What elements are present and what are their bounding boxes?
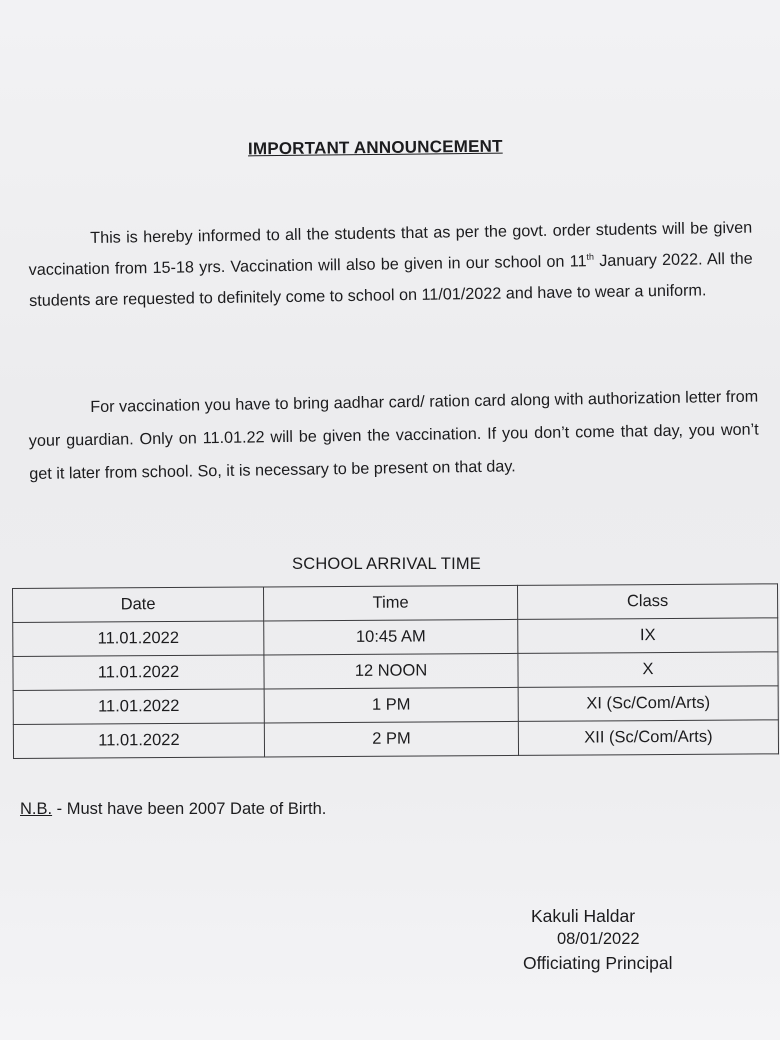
note-birth-year: [20, 800, 326, 819]
cell-date: 11.01.2022: [13, 621, 264, 657]
signatory-role: Officiating Principal: [523, 953, 673, 973]
announcement-title: IMPORTANT ANNOUNCEMENT: [247, 136, 503, 159]
table-row: [13, 618, 778, 657]
table-row: [13, 720, 778, 759]
cell-time: 2 PM: [264, 721, 518, 757]
paragraph-vaccination-info: [28, 213, 753, 317]
cell-class: XI (Sc/Com/Arts): [518, 686, 778, 722]
schedule-title: SCHOOL ARRIVAL TIME: [292, 555, 482, 573]
cell-date: 11.01.2022: [13, 689, 264, 725]
signatory-name: Kakuli Haldar: [531, 906, 636, 926]
paragraph-2-text: For vaccination you have to bring aadhar card/ ration card along with authorization letter from your guardian. Only on 11.01.22 will be given the vaccination. If you don’t come that day, you won’t get it later from school. So, it is necessary to be present on that day.: [28, 387, 759, 483]
header-date: Date: [13, 587, 264, 623]
paragraph-documents-info: [28, 381, 759, 491]
signature-date: 08/01/2022: [557, 930, 640, 948]
table-header-row: [13, 584, 778, 623]
table-row: [13, 686, 778, 725]
cell-class: XII (Sc/Com/Arts): [518, 720, 778, 756]
cell-time: 1 PM: [264, 687, 518, 723]
cell-time: 10:45 AM: [264, 619, 518, 655]
paragraph-1-part-a: This is hereby informed to all the students that as per the govt. order students will be given vaccination from 15-18 yrs. Vaccination will also be given in our school on 11: [28, 218, 753, 279]
header-class: Class: [517, 584, 777, 620]
cell-date: 11.01.2022: [13, 655, 264, 691]
arrival-schedule-table: [12, 583, 779, 759]
table-row: [13, 652, 778, 691]
cell-class: IX: [518, 618, 778, 654]
header-time: Time: [263, 585, 517, 621]
ordinal-suffix: th: [586, 251, 595, 262]
cell-date: 11.01.2022: [13, 723, 264, 759]
cell-time: 12 NOON: [264, 653, 518, 689]
cell-class: X: [518, 652, 778, 688]
note-text: - Must have been 2007 Date of Birth.: [52, 800, 327, 818]
paragraph-1-part-b: January 2022. All the students are requested to definitely come to school on 11/01/2022 and have to wear a uniform.: [29, 249, 753, 310]
note-label: N.B.: [20, 800, 53, 818]
